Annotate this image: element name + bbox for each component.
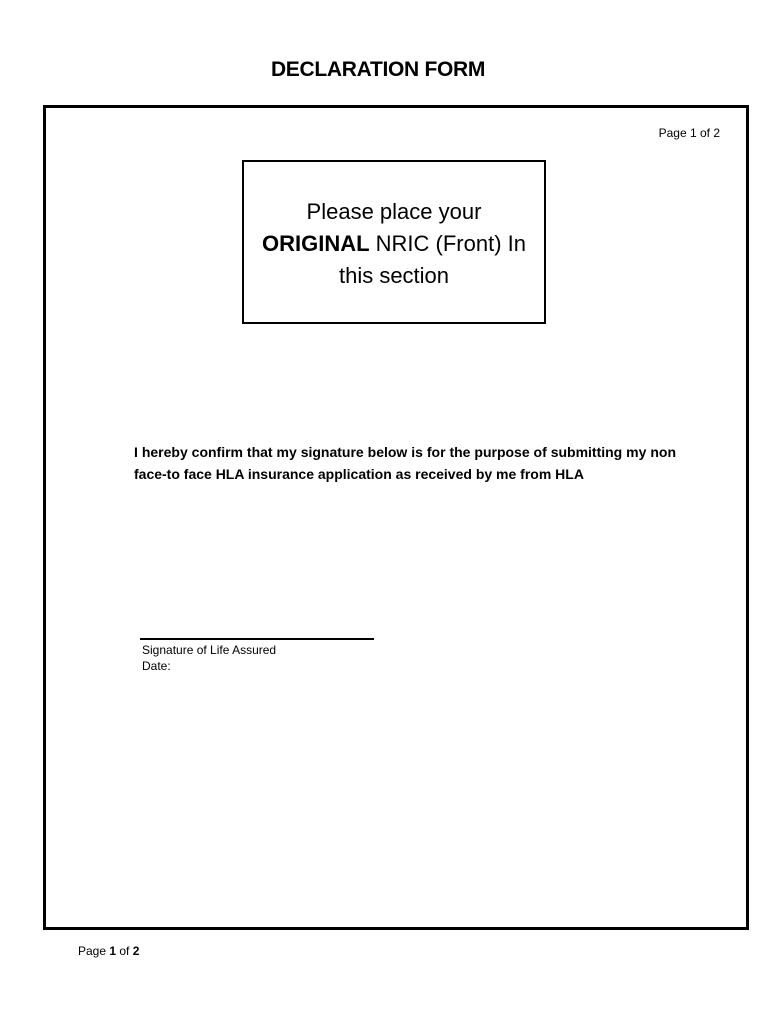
nric-placement-box [242, 160, 546, 324]
nric-original-emphasis: ORIGINAL [261, 231, 370, 256]
signature-line [140, 638, 374, 640]
nric-instruction-line-3: this section [338, 263, 450, 288]
document-title: DECLARATION FORM [270, 58, 486, 81]
date-label: Date: [142, 659, 171, 673]
footer-of-word: of [116, 944, 133, 958]
nric-instruction-line-2-rest: NRIC (Front) In [369, 231, 527, 256]
declaration-statement: I hereby confirm that my signature below is for the purpose of submitting my non face-to face HLA insurance application as received by me from HLA [134, 444, 676, 482]
footer-total-pages: 2 [132, 944, 140, 958]
page-footer [78, 944, 139, 958]
form-frame [43, 105, 749, 930]
signature-label: Signature of Life Assured [142, 643, 277, 657]
footer-page-word: Page [78, 944, 110, 958]
nric-instruction-line-1: Please place your [306, 199, 482, 224]
page-indicator-top: Page 1 of 2 [658, 126, 720, 140]
nric-instruction-line-2 [244, 228, 544, 260]
footer-current-page: 1 [109, 944, 117, 958]
